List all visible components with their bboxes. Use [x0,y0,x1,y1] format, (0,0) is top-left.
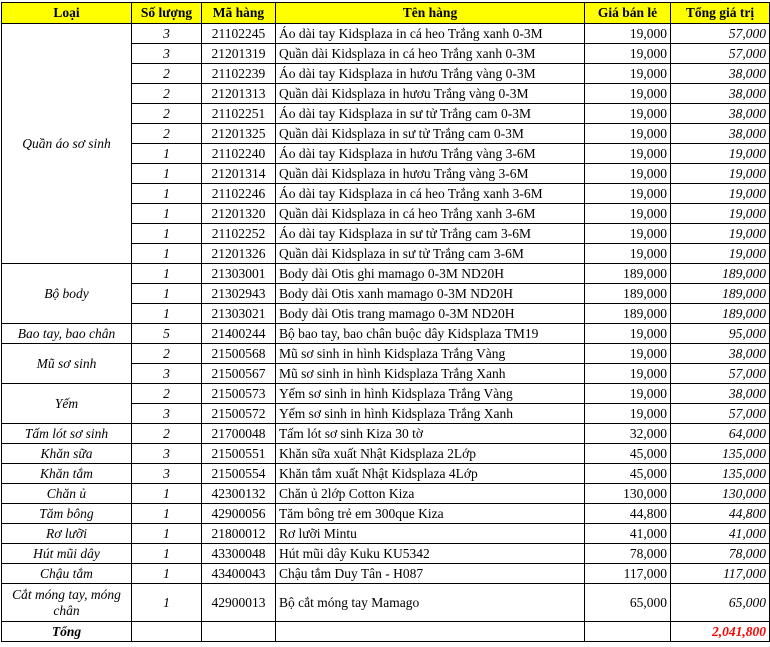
total-cell: 57,000 [671,404,770,424]
code-cell: 21201313 [202,84,276,104]
name-cell: Quần dài Kidsplaza in sư tử Trắng cam 0-3M [276,124,585,144]
qty-cell: 3 [132,364,202,384]
code-cell: 21500567 [202,364,276,384]
price-cell: 41,000 [585,524,671,544]
qty-cell: 1 [132,164,202,184]
total-cell: 38,000 [671,344,770,364]
total-empty-cell [276,622,585,642]
code-cell: 21201326 [202,244,276,264]
price-cell: 19,000 [585,344,671,364]
table-row [2,24,770,44]
price-cell: 32,000 [585,424,671,444]
table-row [2,464,770,484]
total-cell: 189,000 [671,264,770,284]
price-cell: 19,000 [585,164,671,184]
code-cell: 21700048 [202,424,276,444]
code-cell: 21201320 [202,204,276,224]
price-cell: 65,000 [585,584,671,622]
price-cell: 19,000 [585,244,671,264]
name-cell: Bộ bao tay, bao chân buộc dây Kidsplaza TM19 [276,324,585,344]
price-cell: 19,000 [585,104,671,124]
total-cell: 41,000 [671,524,770,544]
code-cell: 21201314 [202,164,276,184]
table-row [2,384,770,404]
price-cell: 19,000 [585,404,671,424]
qty-cell: 2 [132,124,202,144]
code-cell: 21800012 [202,524,276,544]
table-row [2,484,770,504]
price-cell: 78,000 [585,544,671,564]
name-cell: Áo dài tay Kidsplaza in cá heo Trắng xanh 0-3M [276,24,585,44]
total-cell: 44,800 [671,504,770,524]
price-cell: 189,000 [585,304,671,324]
total-cell: 135,000 [671,464,770,484]
total-cell: 19,000 [671,244,770,264]
code-cell: 21500572 [202,404,276,424]
category-cell: Tấm lót sơ sinh [2,424,132,444]
total-cell: 38,000 [671,64,770,84]
total-cell: 19,000 [671,184,770,204]
total-cell: 19,000 [671,144,770,164]
name-cell: Áo dài tay Kidsplaza in hươu Trắng vàng 3-6M [276,144,585,164]
total-cell: 57,000 [671,364,770,384]
name-cell: Quần dài Kidsplaza in sư tử Trắng cam 3-6M [276,244,585,264]
qty-cell: 1 [132,564,202,584]
name-cell: Body dài Otis ghi mamago 0-3M ND20H [276,264,585,284]
qty-cell: 1 [132,504,202,524]
qty-cell: 1 [132,264,202,284]
total-cell: 19,000 [671,204,770,224]
name-cell: Rơ lưỡi Mintu [276,524,585,544]
grand-total-value: 2,041,800 [671,622,770,642]
table-row [2,324,770,344]
code-cell: 21303001 [202,264,276,284]
qty-cell: 2 [132,64,202,84]
code-cell: 21302943 [202,284,276,304]
code-cell: 42900056 [202,504,276,524]
total-cell: 65,000 [671,584,770,622]
category-cell: Khăn tắm [2,464,132,484]
price-cell: 19,000 [585,224,671,244]
name-cell: Mũ sơ sinh in hình Kidsplaza Trắng Xanh [276,364,585,384]
table-row [2,504,770,524]
category-cell: Chậu tắm [2,564,132,584]
total-cell: 64,000 [671,424,770,444]
qty-cell: 2 [132,84,202,104]
code-cell: 21201319 [202,44,276,64]
qty-cell: 2 [132,344,202,364]
total-cell: 189,000 [671,284,770,304]
price-cell: 45,000 [585,464,671,484]
table-row [2,264,770,284]
total-empty-cell [202,622,276,642]
qty-cell: 1 [132,244,202,264]
qty-cell: 3 [132,444,202,464]
qty-cell: 5 [132,324,202,344]
category-cell: Khăn sữa [2,444,132,464]
total-cell: 57,000 [671,44,770,64]
category-cell: Tăm bông [2,504,132,524]
price-cell: 130,000 [585,484,671,504]
name-cell: Quần dài Kidsplaza in hươu Trắng vàng 3-6M [276,164,585,184]
qty-cell: 1 [132,584,202,622]
price-cell: 44,800 [585,504,671,524]
code-cell: 21400244 [202,324,276,344]
total-cell: 38,000 [671,104,770,124]
code-cell: 21102240 [202,144,276,164]
col-header-name: Tên hàng [276,3,585,24]
name-cell: Áo dài tay Kidsplaza in sư tử Trắng cam 0-3M [276,104,585,124]
category-cell: Chăn ủ [2,484,132,504]
name-cell: Yếm sơ sinh in hình Kidsplaza Trắng Xanh [276,404,585,424]
qty-cell: 1 [132,144,202,164]
price-cell: 189,000 [585,264,671,284]
category-cell: Hút mũi dây [2,544,132,564]
code-cell: 21102239 [202,64,276,84]
header-row [2,3,770,24]
name-cell: Tăm bông trẻ em 300que Kiza [276,504,585,524]
total-cell: 38,000 [671,84,770,104]
qty-cell: 3 [132,44,202,64]
price-cell: 19,000 [585,324,671,344]
qty-cell: 1 [132,184,202,204]
category-cell: Bao tay, bao chân [2,324,132,344]
qty-cell: 2 [132,384,202,404]
name-cell: Mũ sơ sinh in hình Kidsplaza Trắng Vàng [276,344,585,364]
price-cell: 45,000 [585,444,671,464]
qty-cell: 2 [132,104,202,124]
code-cell: 21102251 [202,104,276,124]
table-row [2,584,770,622]
col-header-qty: Số lượng [132,3,202,24]
total-cell: 95,000 [671,324,770,344]
name-cell: Tấm lót sơ sinh Kiza 30 tờ [276,424,585,444]
code-cell: 21500551 [202,444,276,464]
col-header-category: Loại [2,3,132,24]
name-cell: Khăn sữa xuất Nhật Kidsplaza 2Lớp [276,444,585,464]
total-cell: 117,000 [671,564,770,584]
total-cell: 135,000 [671,444,770,464]
category-cell: Quần áo sơ sinh [2,24,132,264]
name-cell: Áo dài tay Kidsplaza in hươu Trắng vàng 0-3M [276,64,585,84]
qty-cell: 1 [132,524,202,544]
name-cell: Áo dài tay Kidsplaza in sư tử Trắng cam 3-6M [276,224,585,244]
code-cell: 43400043 [202,564,276,584]
name-cell: Quần dài Kidsplaza in cá heo Trắng xanh 0-3M [276,44,585,64]
category-cell: Yếm [2,384,132,424]
qty-cell: 1 [132,224,202,244]
total-cell: 130,000 [671,484,770,504]
price-cell: 189,000 [585,284,671,304]
price-cell: 19,000 [585,144,671,164]
col-header-code: Mã hàng [202,3,276,24]
total-label: Tổng [2,622,132,642]
total-empty-cell [585,622,671,642]
qty-cell: 3 [132,464,202,484]
name-cell: Hút mũi dây Kuku KU5342 [276,544,585,564]
total-cell: 78,000 [671,544,770,564]
category-cell: Mũ sơ sinh [2,344,132,384]
category-cell: Rơ lưỡi [2,524,132,544]
qty-cell: 3 [132,404,202,424]
table-row [2,564,770,584]
price-cell: 117,000 [585,564,671,584]
price-cell: 19,000 [585,364,671,384]
qty-cell: 1 [132,484,202,504]
name-cell: Áo dài tay Kidsplaza in cá heo Trắng xanh 3-6M [276,184,585,204]
code-cell: 42300132 [202,484,276,504]
category-cell: Cắt móng tay, móng chân [2,584,132,622]
total-row [2,622,770,642]
table-row [2,344,770,364]
col-header-price: Giá bán lẻ [585,3,671,24]
price-cell: 19,000 [585,44,671,64]
code-cell: 21500573 [202,384,276,404]
code-cell: 21500554 [202,464,276,484]
price-cell: 19,000 [585,384,671,404]
name-cell: Khăn tắm xuất Nhật Kidsplaza 4Lớp [276,464,585,484]
name-cell: Chậu tắm Duy Tân - H087 [276,564,585,584]
total-cell: 38,000 [671,124,770,144]
price-cell: 19,000 [585,84,671,104]
total-cell: 189,000 [671,304,770,324]
table-row [2,544,770,564]
code-cell: 21303021 [202,304,276,324]
price-cell: 19,000 [585,184,671,204]
code-cell: 21102252 [202,224,276,244]
qty-cell: 1 [132,204,202,224]
col-header-total: Tổng giá trị [671,3,770,24]
code-cell: 42900013 [202,584,276,622]
table-row [2,424,770,444]
qty-cell: 1 [132,304,202,324]
qty-cell: 1 [132,284,202,304]
name-cell: Quần dài Kidsplaza in hươu Trắng vàng 0-3M [276,84,585,104]
name-cell: Quần dài Kidsplaza in cá heo Trắng xanh 3-6M [276,204,585,224]
qty-cell: 2 [132,424,202,444]
name-cell: Body dài Otis xanh mamago 0-3M ND20H [276,284,585,304]
code-cell: 21102245 [202,24,276,44]
qty-cell: 3 [132,24,202,44]
total-cell: 38,000 [671,384,770,404]
name-cell: Bộ cắt móng tay Mamago [276,584,585,622]
total-cell: 19,000 [671,224,770,244]
name-cell: Yếm sơ sinh in hình Kidsplaza Trắng Vàng [276,384,585,404]
qty-cell: 1 [132,544,202,564]
name-cell: Body dài Otis trang mamago 0-3M ND20H [276,304,585,324]
price-cell: 19,000 [585,204,671,224]
table-row [2,444,770,464]
code-cell: 43300048 [202,544,276,564]
total-cell: 19,000 [671,164,770,184]
price-cell: 19,000 [585,124,671,144]
table-row [2,524,770,544]
price-cell: 19,000 [585,24,671,44]
price-cell: 19,000 [585,64,671,84]
total-cell: 57,000 [671,24,770,44]
name-cell: Chăn ủ 2lớp Cotton Kiza [276,484,585,504]
total-empty-cell [132,622,202,642]
category-cell: Bộ body [2,264,132,324]
table-body [2,24,770,622]
order-table [1,2,770,642]
code-cell: 21201325 [202,124,276,144]
code-cell: 21102246 [202,184,276,204]
code-cell: 21500568 [202,344,276,364]
